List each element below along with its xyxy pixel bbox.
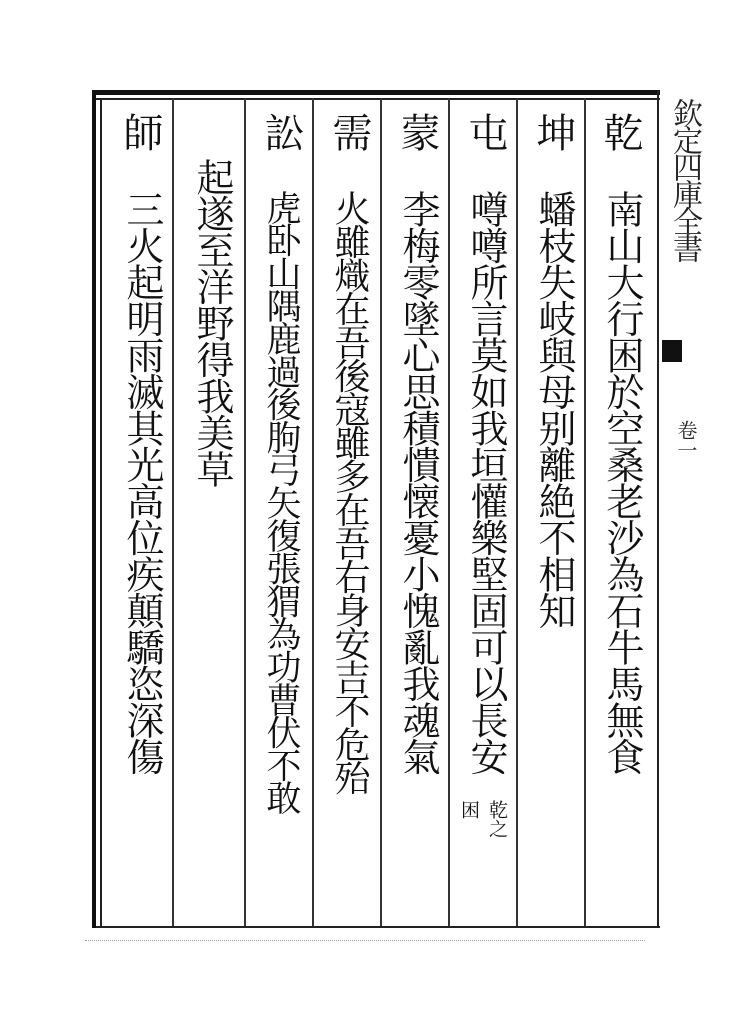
verse-text-continuation: 起遂至洋野得我美草 <box>190 158 234 487</box>
hexagram-heading: 屯 <box>462 112 508 151</box>
column-rule <box>584 98 586 926</box>
column-rule <box>244 98 246 926</box>
verse-text: 南山大行困於空桑老沙為石牛馬無食 <box>600 190 644 774</box>
hexagram-heading: 坤 <box>530 112 576 151</box>
frame-top-inner-border <box>92 98 660 100</box>
volume-number: 卷一 <box>674 420 698 460</box>
column-rule <box>516 98 518 926</box>
bottom-margin-line <box>85 940 645 942</box>
hexagram-heading: 師 <box>117 112 163 151</box>
frame-right-border <box>657 90 659 928</box>
verse-text: 李梅零墜心思積憒懐憂小愧亂我魂氣 <box>396 190 440 774</box>
hexagram-heading: 蒙 <box>394 112 440 151</box>
hexagram-heading: 訟 <box>258 112 304 151</box>
frame-left-border <box>92 90 96 928</box>
frame-left-inner-border <box>100 98 102 926</box>
frame-top-border <box>92 90 660 95</box>
verse-text: 蟠枝失岐與母别離絶不相知 <box>532 190 576 628</box>
verse-text: 三火起明雨滅其光高位疾顛驕恣深傷 <box>120 190 164 774</box>
book-title: 欽定四庫全書 <box>667 98 702 260</box>
hexagram-heading: 乾 <box>597 112 643 151</box>
column-rule <box>448 98 450 926</box>
frame-bottom-border <box>92 926 660 928</box>
verse-text: 虎卧山隅鹿過後朐弓矢復張猬為功曹伏不敢 <box>261 190 301 814</box>
column-rule <box>380 98 382 926</box>
column-rule <box>172 98 174 926</box>
hexagram-heading: 需 <box>326 112 372 151</box>
verse-text: 噂噂所言莫如我垣懽樂堅固可以長安 <box>464 190 508 774</box>
column-rule <box>312 98 314 926</box>
fish-tail-mark <box>662 340 682 362</box>
annotation-note: 困 <box>458 800 480 819</box>
annotation-note: 乾之 <box>486 800 508 838</box>
verse-text: 火雖熾在吾後寇雖多在吾右身安吉不危殆 <box>329 190 370 793</box>
